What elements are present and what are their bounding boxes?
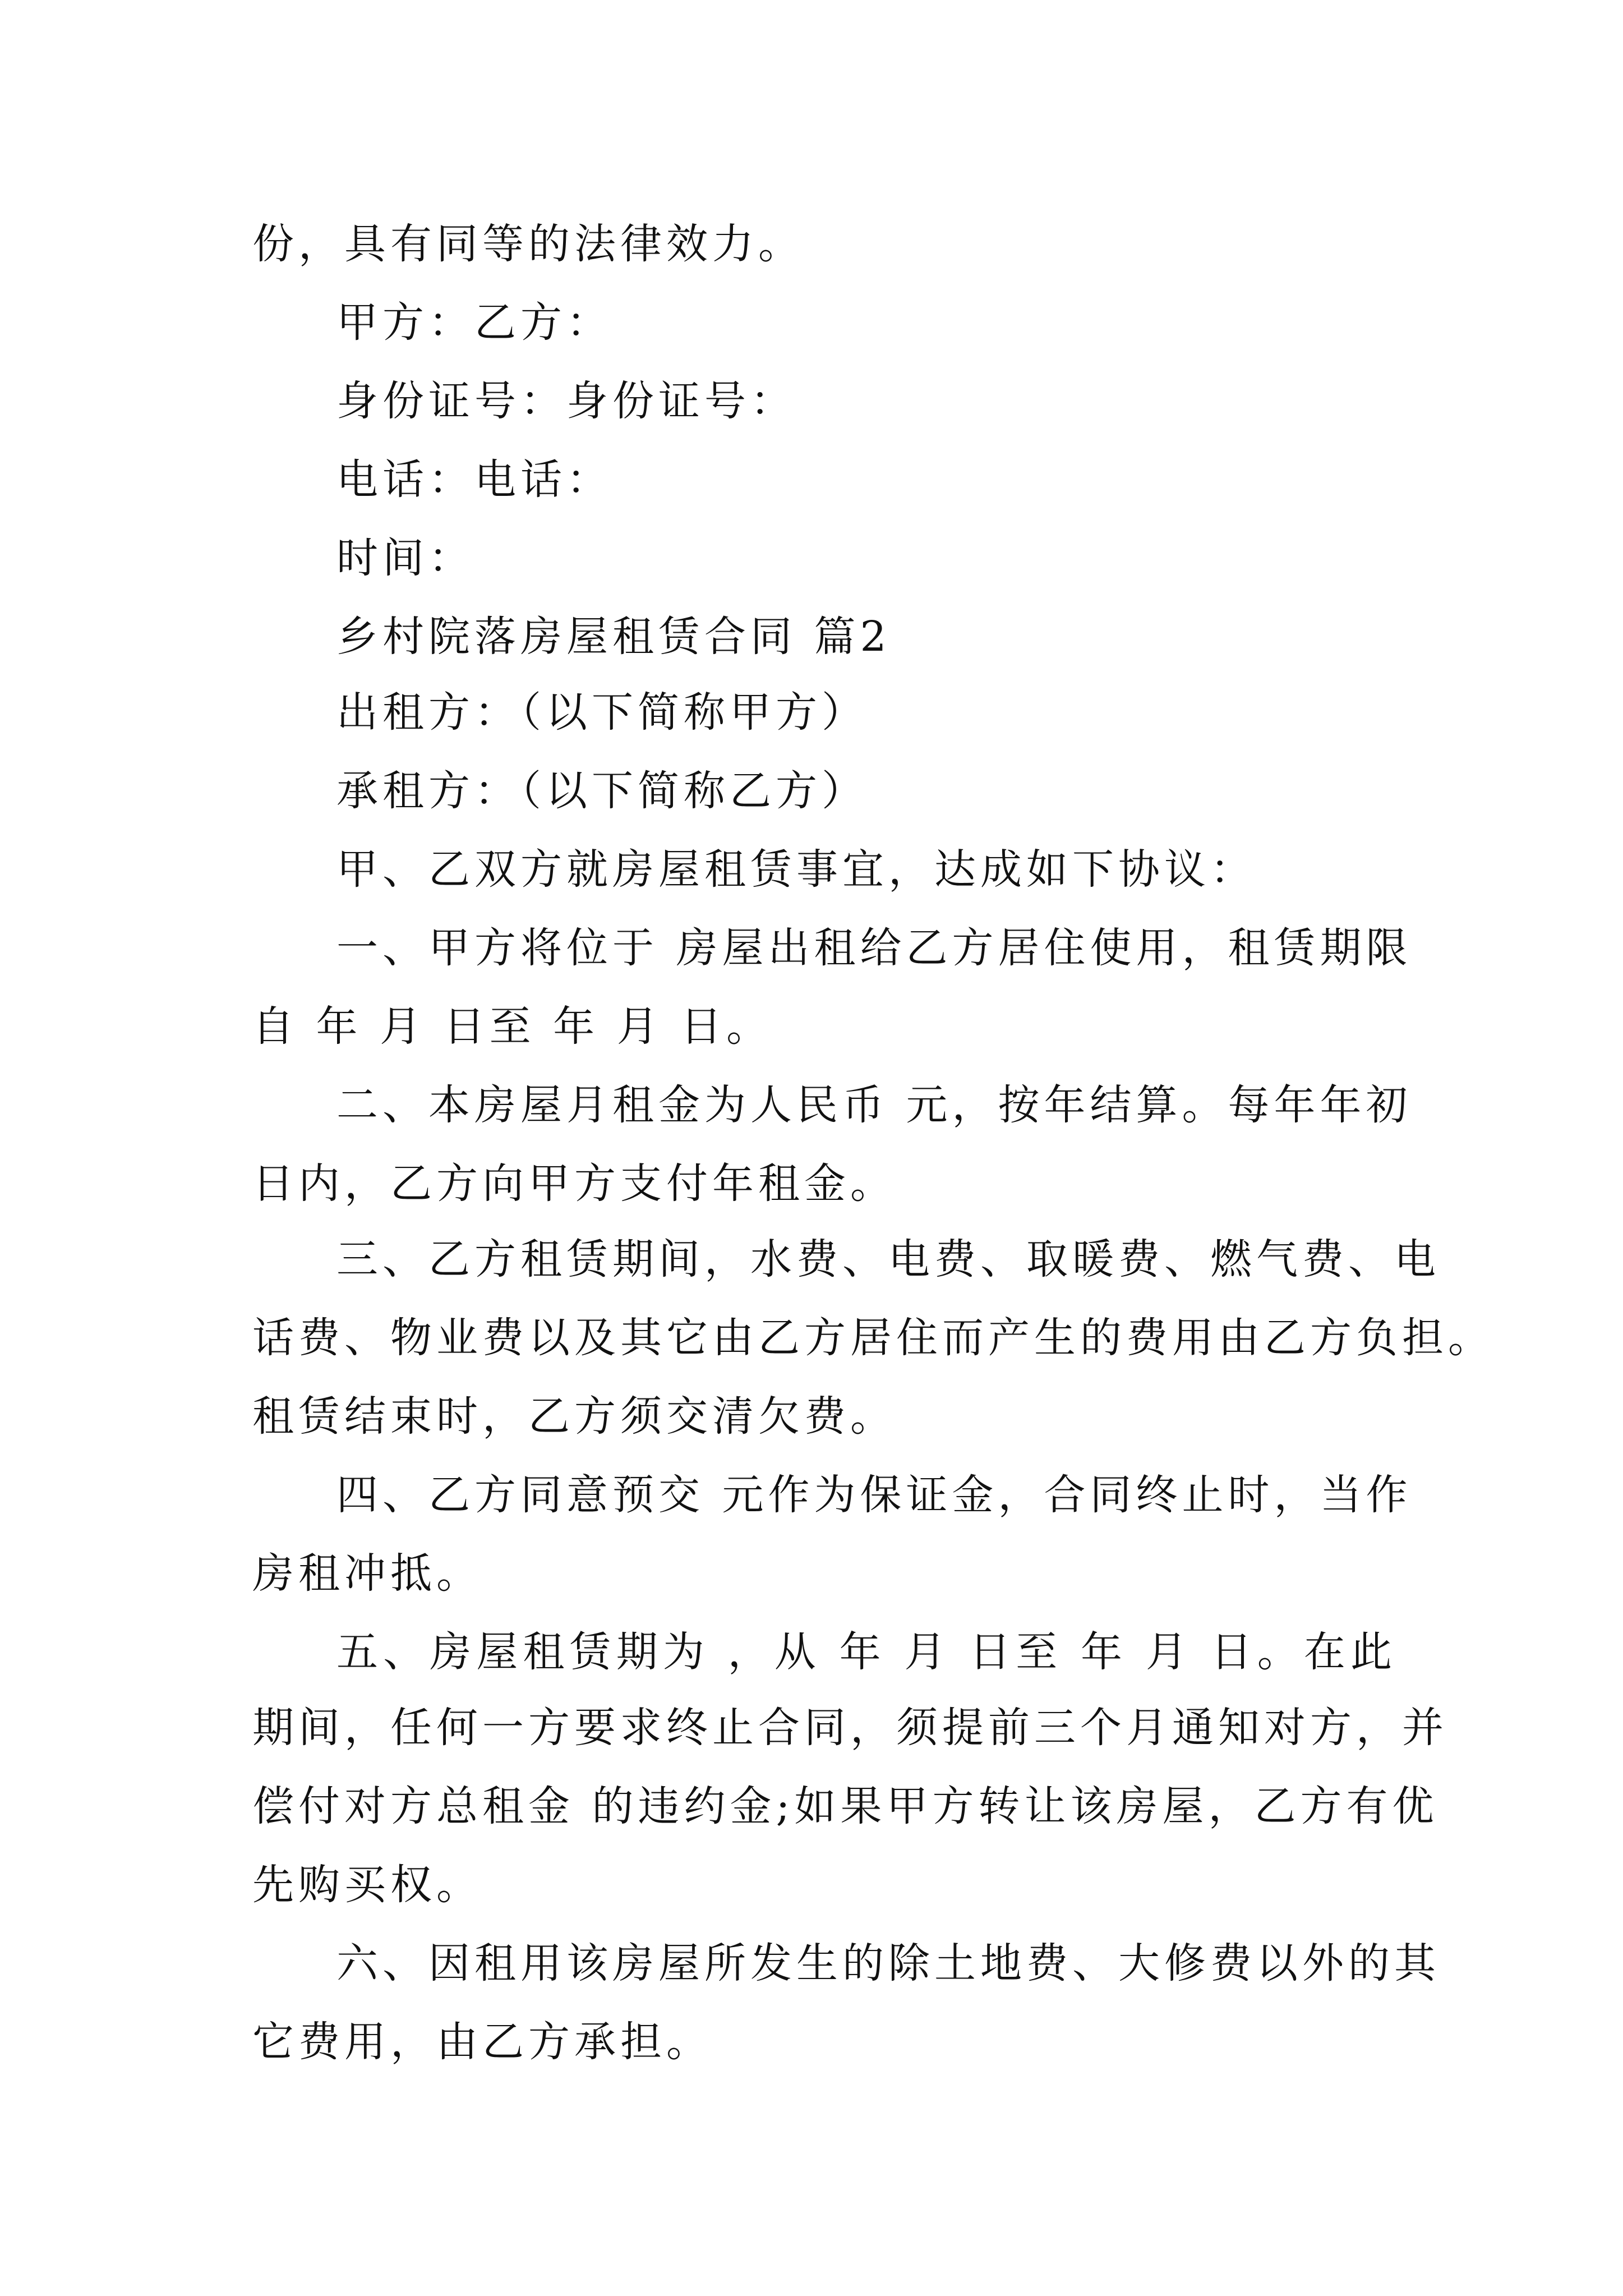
text-line: 身份证号：身份证号： — [336, 377, 796, 425]
section-heading: 乡村院落房屋租赁合同 篇2 — [336, 613, 891, 661]
text-line: 一、甲方将位于 房屋出租给乙方居住使用，租赁期限 — [336, 924, 1412, 972]
text-line: 租赁结束时，乙方须交清欠费。 — [252, 1392, 896, 1441]
text-line: 二、本房屋月租金为人民币 元，按年结算。每年年初 — [336, 1081, 1412, 1129]
text-line: 自 年 月 日至 年 月 日。 — [252, 1002, 773, 1051]
text-line: 电话：电话： — [336, 455, 612, 504]
text-line: 五、房屋租赁期为 ，从 年 月 日至 年 月 日。在此 — [336, 1628, 1396, 1676]
text-line: 四、乙方同意预交 元作为保证金，合同终止时，当作 — [336, 1471, 1412, 1519]
text-line: 时间： — [336, 534, 474, 582]
text-line: 份，具有同等的法律效力。 — [252, 220, 804, 268]
text-line: 偿付对方总租金 的违约金;如果甲方转让该房屋，乙方有优 — [252, 1782, 1438, 1830]
text-line: 六、因租用该房屋所发生的除土地费、大修费以外的其 — [336, 1939, 1440, 1987]
text-line: 话费、物业费以及其它由乙方居住而产生的费用由乙方负担。 — [252, 1314, 1494, 1362]
text-line: 期间，任何一方要求终止合同，须提前三个月通知对方，并 — [252, 1704, 1448, 1752]
text-line: 承租方：（以下简称乙方） — [336, 767, 868, 815]
text-line: 出租方：（以下简称甲方） — [336, 688, 868, 737]
text-line: 先购买权。 — [252, 1861, 482, 1909]
text-line: 它费用，由乙方承担。 — [252, 2018, 712, 2066]
text-line: 甲、乙双方就房屋租赁事宜，达成如下协议： — [336, 845, 1256, 894]
text-line: 三、乙方租赁期间，水费、电费、取暖费、燃气费、电 — [336, 1235, 1440, 1283]
text-line: 房租冲抵。 — [252, 1549, 482, 1598]
text-line: 日内，乙方向甲方支付年租金。 — [252, 1159, 896, 1208]
text-line: 甲方：乙方： — [336, 298, 612, 347]
